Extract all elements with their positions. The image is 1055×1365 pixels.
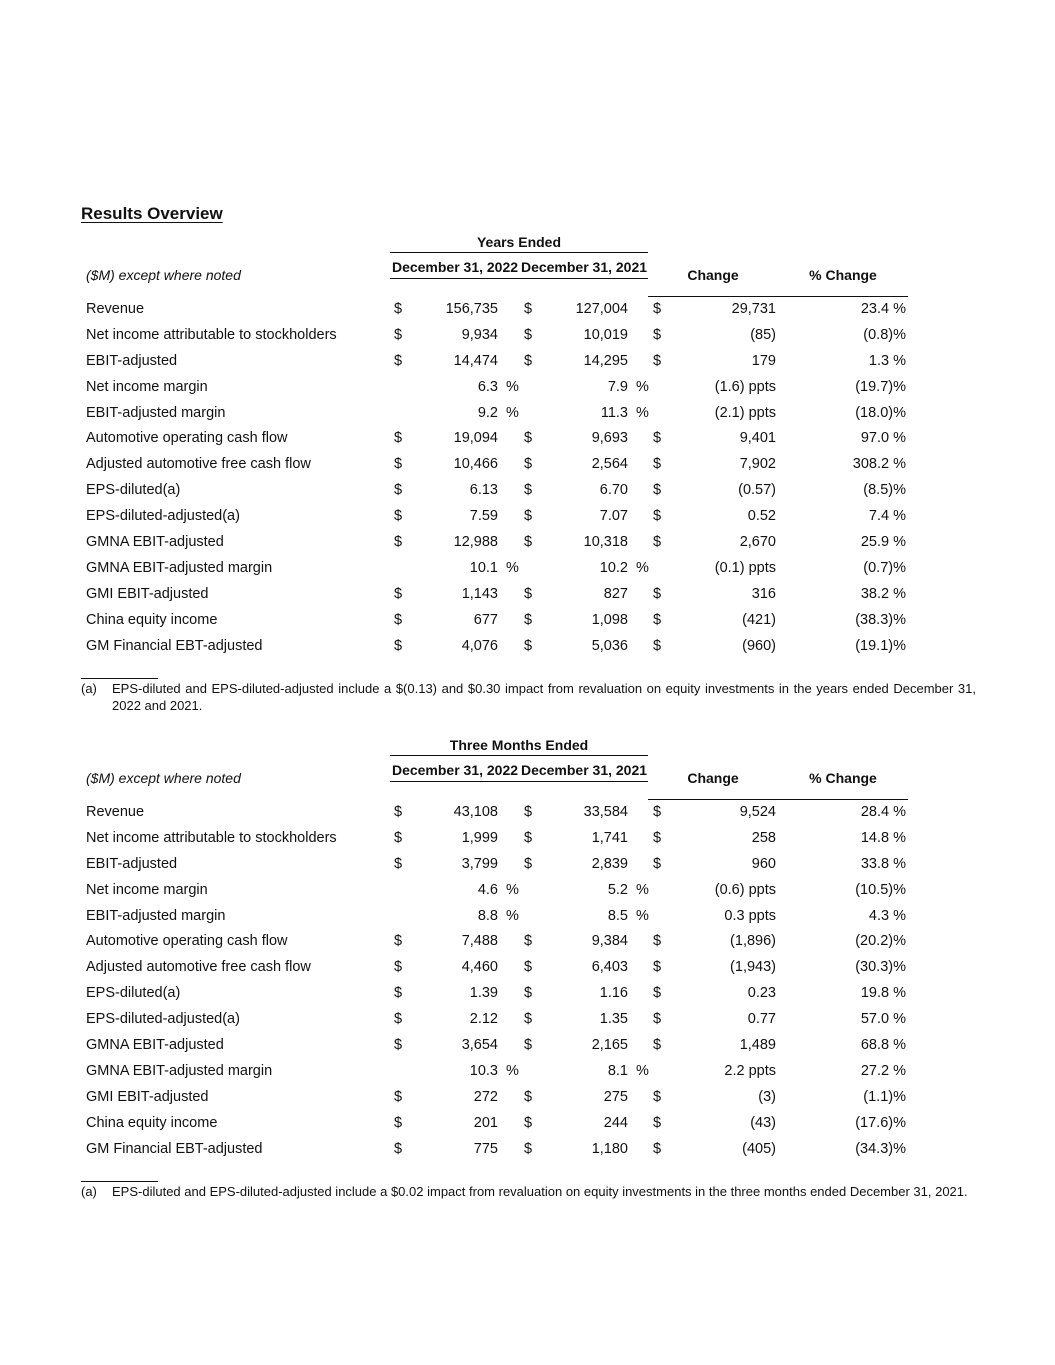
currency-symbol: $ [653,959,662,976]
row-label: China equity income [86,1114,218,1131]
currency-symbol: $ [653,1114,662,1131]
value-2022: 8.8 [477,907,498,924]
table-row [81,479,976,505]
pct-change-value: 57.0 % [860,1011,906,1028]
value-2021: 7.9 [607,378,628,395]
percent-sign: % [636,378,649,395]
row-label: GMNA EBIT-adjusted [86,534,224,551]
value-2022: 775 [473,1140,498,1157]
percent-sign: % [506,378,519,395]
pct-change-value: 308.2 % [852,456,906,473]
footnote [81,680,976,714]
column-header-2021: December 31, 2021 [520,259,648,279]
currency-symbol: $ [394,985,403,1002]
value-2021: 1,741 [591,829,628,846]
table-row [81,298,976,324]
value-2021: 1,180 [591,1140,628,1157]
value-2022: 677 [473,611,498,628]
currency-symbol: $ [653,611,662,628]
change-value: (43) [750,1114,776,1131]
currency-symbol: $ [394,959,403,976]
pct-change-value: 25.9 % [860,534,906,551]
currency-symbol: $ [653,1037,662,1054]
value-2021: 1.16 [599,985,628,1002]
row-label: GMNA EBIT-adjusted [86,1037,224,1054]
value-2021: 9,384 [591,933,628,950]
pct-change-value: (17.6)% [855,1114,906,1131]
column-header-pct-change: % Change [778,762,908,800]
row-label: Revenue [86,804,145,820]
value-2021: 6.70 [599,482,628,499]
change-value: (1,943) [730,959,776,976]
pct-change-value: (8.5)% [863,482,906,499]
group-header: Three Months Ended [390,737,648,756]
table-row [81,905,976,931]
pct-change-value: 23.4 % [860,301,906,317]
value-2021: 1.35 [599,1011,628,1028]
table-row [81,930,976,956]
value-2021: 6,403 [591,959,628,976]
pct-change-value: (18.0)% [855,404,906,421]
currency-symbol: $ [524,855,533,872]
change-value: 0.23 [747,985,776,1002]
row-label: GMI EBIT-adjusted [86,1088,209,1105]
currency-symbol: $ [653,352,662,369]
change-value: (421) [742,611,776,628]
currency-symbol: $ [653,804,662,820]
row-header-label: ($M) except where noted [86,770,241,786]
currency-symbol: $ [524,611,533,628]
currency-symbol: $ [653,985,662,1002]
currency-symbol: $ [653,301,662,317]
currency-symbol: $ [524,1140,533,1157]
column-header-change: Change [648,762,778,800]
group-header: Years Ended [390,234,648,253]
value-2021: 10,019 [583,326,628,343]
currency-symbol: $ [524,933,533,950]
row-label: Net income attributable to stockholders [86,326,337,343]
currency-symbol: $ [524,482,533,499]
pct-change-value: 68.8 % [860,1037,906,1054]
footnote-divider [81,1181,158,1182]
table-row [81,427,976,453]
pct-change-value: (19.7)% [855,378,906,395]
currency-symbol: $ [524,352,533,369]
value-2022: 3,799 [461,855,498,872]
pct-change-value: (30.3)% [855,959,906,976]
change-value: (2.1) ppts [714,404,776,421]
change-value: 0.52 [747,508,776,525]
currency-symbol: $ [524,430,533,447]
pct-change-value: (0.8)% [863,326,906,343]
currency-symbol: $ [394,456,403,473]
currency-symbol: $ [653,456,662,473]
percent-sign: % [506,1062,519,1079]
pct-change-value: 28.4 % [860,804,906,820]
currency-symbol: $ [394,585,403,602]
currency-symbol: $ [524,301,533,317]
value-2022: 4,460 [461,959,498,976]
value-2022: 9.2 [477,404,498,421]
currency-symbol: $ [394,855,403,872]
currency-symbol: $ [653,1140,662,1157]
value-2022: 1,143 [461,585,498,602]
row-label: GM Financial EBT-adjusted [86,1140,263,1157]
change-value: 9,524 [739,804,776,820]
percent-sign: % [636,881,649,898]
column-header-2021: December 31, 2021 [520,762,648,782]
table-row [81,609,976,635]
value-2022: 7,488 [461,933,498,950]
value-2022: 6.3 [477,378,498,395]
change-value: 316 [751,585,776,602]
footnote-text: EPS-diluted and EPS-diluted-adjusted include a $(0.13) and $0.30 impact from revaluation on equity investments in the years ended December 31, 2022 and 2021. [112,681,976,713]
row-label: EPS-diluted-adjusted(a) [86,1011,240,1028]
row-label: EPS-diluted-adjusted(a) [86,508,240,525]
change-value: 9,401 [739,430,776,447]
change-value: 7,902 [739,456,776,473]
currency-symbol: $ [653,637,662,654]
table-row [81,402,976,428]
table-row [81,350,976,376]
value-2022: 10.1 [469,559,498,576]
table-row [81,1138,976,1164]
currency-symbol: $ [394,611,403,628]
footnote-mark: (a) [81,681,97,696]
footnote-divider [81,678,158,679]
value-2021: 827 [603,585,628,602]
pct-change-value: 33.8 % [860,855,906,872]
table-row [81,557,976,583]
currency-symbol: $ [524,534,533,551]
currency-symbol: $ [524,456,533,473]
value-2021: 127,004 [575,301,628,317]
row-label: Adjusted automotive free cash flow [86,959,311,976]
currency-symbol: $ [653,326,662,343]
pct-change-value: 1.3 % [868,352,906,369]
currency-symbol: $ [524,326,533,343]
value-2022: 10,466 [453,456,498,473]
currency-symbol: $ [653,1088,662,1105]
currency-symbol: $ [394,326,403,343]
row-label: GM Financial EBT-adjusted [86,637,263,654]
currency-symbol: $ [394,301,403,317]
table-body [81,298,976,660]
row-label: Net income margin [86,378,208,395]
change-value: (0.1) ppts [714,559,776,576]
change-value: 258 [751,829,776,846]
change-value: 0.77 [747,1011,776,1028]
currency-symbol: $ [394,804,403,820]
table-row [81,376,976,402]
pct-change-value: 14.8 % [860,829,906,846]
value-2021: 11.3 [600,404,628,421]
currency-symbol: $ [524,959,533,976]
footnote-mark: (a) [81,1184,97,1199]
change-value: (960) [742,637,776,654]
value-2021: 2,165 [591,1037,628,1054]
row-label: Net income attributable to stockholders [86,829,337,846]
table-row [81,1086,976,1112]
footnote-text: EPS-diluted and EPS-diluted-adjusted include a $0.02 impact from revaluation on equity investments in the three months ended December 31, 2021. [112,1184,968,1199]
value-2022: 12,988 [453,534,498,551]
table-row [81,827,976,853]
page-title: Results Overview [81,204,223,223]
currency-symbol: $ [653,430,662,447]
percent-sign: % [506,907,519,924]
table-row [81,453,976,479]
column-header-change: Change [648,259,778,297]
value-2021: 244 [603,1114,628,1131]
currency-symbol: $ [524,1011,533,1028]
row-label: Adjusted automotive free cash flow [86,456,311,473]
row-label: Revenue [86,301,145,317]
percent-sign: % [506,881,519,898]
column-header-pct-change: % Change [778,259,908,297]
percent-sign: % [506,404,519,421]
percent-sign: % [506,559,519,576]
currency-symbol: $ [653,1011,662,1028]
row-label: EBIT-adjusted margin [86,907,226,924]
change-value: 0.3 ppts [724,907,776,924]
row-label: GMNA EBIT-adjusted margin [86,1062,273,1079]
pct-change-value: 38.2 % [860,585,906,602]
currency-symbol: $ [653,585,662,602]
currency-symbol: $ [524,508,533,525]
currency-symbol: $ [394,1011,403,1028]
change-value: (405) [742,1140,776,1157]
table-row [81,583,976,609]
change-value: 29,731 [731,301,776,317]
pct-change-value: 97.0 % [860,430,906,447]
value-2021: 2,839 [591,855,628,872]
currency-symbol: $ [524,1114,533,1131]
currency-symbol: $ [394,933,403,950]
pct-change-value: 7.4 % [868,508,906,525]
row-label: Net income margin [86,881,208,898]
table-row [81,1008,976,1034]
row-label: EBIT-adjusted [86,352,178,369]
currency-symbol: $ [394,1088,403,1105]
currency-symbol: $ [394,482,403,499]
change-value: 179 [751,352,776,369]
currency-symbol: $ [394,829,403,846]
pct-change-value: 4.3 % [868,907,906,924]
table-row [81,853,976,879]
pct-change-value: 19.8 % [860,985,906,1002]
row-label: EPS-diluted(a) [86,482,181,499]
currency-symbol: $ [524,985,533,1002]
table-row [81,1060,976,1086]
value-2021: 10,318 [583,534,628,551]
currency-symbol: $ [653,534,662,551]
value-2022: 19,094 [453,430,498,447]
percent-sign: % [636,404,649,421]
value-2022: 156,735 [445,301,498,317]
currency-symbol: $ [653,829,662,846]
pct-change-value: 27.2 % [860,1062,906,1079]
percent-sign: % [636,1062,649,1079]
table-row [81,956,976,982]
change-value: 1,489 [739,1037,776,1054]
row-label: China equity income [86,611,218,628]
currency-symbol: $ [524,585,533,602]
percent-sign: % [636,907,649,924]
value-2021: 9,693 [591,430,628,447]
currency-symbol: $ [653,933,662,950]
column-header-2022: December 31, 2022 [390,762,520,782]
value-2021: 10.2 [599,559,628,576]
table-row [81,1112,976,1138]
footnote [81,1183,976,1200]
row-label: Automotive operating cash flow [86,933,288,950]
change-value: 2.2 ppts [724,1062,776,1079]
change-value: (1.6) ppts [714,378,776,395]
value-2022: 4.6 [477,881,498,898]
currency-symbol: $ [394,508,403,525]
value-2022: 43,108 [453,804,498,820]
table-row [81,982,976,1008]
table-row [81,1034,976,1060]
value-2022: 6.13 [469,482,498,499]
value-2021: 8.1 [607,1062,628,1079]
currency-symbol: $ [394,1114,403,1131]
currency-symbol: $ [394,430,403,447]
value-2021: 7.07 [599,508,628,525]
pct-change-value: (1.1)% [863,1088,906,1105]
column-header-2022: December 31, 2022 [390,259,520,279]
value-2022: 3,654 [461,1037,498,1054]
change-value: (0.57) [738,482,776,499]
table-row [81,635,976,661]
change-value: (1,896) [730,933,776,950]
currency-symbol: $ [394,1140,403,1157]
value-2022: 4,076 [461,637,498,654]
pct-change-value: (0.7)% [863,559,906,576]
pct-change-value: (38.3)% [855,611,906,628]
value-2022: 7.59 [469,508,498,525]
value-2021: 14,295 [583,352,628,369]
value-2022: 272 [473,1088,498,1105]
table-row [81,879,976,905]
table-row [81,531,976,557]
row-label: Automotive operating cash flow [86,430,288,447]
change-value: 960 [751,855,776,872]
pct-change-value: (10.5)% [855,881,906,898]
value-2021: 33,584 [583,804,628,820]
table-row [81,505,976,531]
change-value: (0.6) ppts [714,881,776,898]
currency-symbol: $ [394,1037,403,1054]
row-label: EPS-diluted(a) [86,985,181,1002]
currency-symbol: $ [524,637,533,654]
currency-symbol: $ [394,534,403,551]
value-2021: 8.5 [607,907,628,924]
value-2022: 1.39 [469,985,498,1002]
value-2022: 201 [473,1114,498,1131]
table-row [81,801,976,827]
row-label: GMI EBIT-adjusted [86,585,209,602]
currency-symbol: $ [524,829,533,846]
percent-sign: % [636,559,649,576]
value-2022: 9,934 [461,326,498,343]
row-label: EBIT-adjusted margin [86,404,226,421]
table-row [81,324,976,350]
currency-symbol: $ [394,637,403,654]
row-label: EBIT-adjusted [86,855,178,872]
value-2021: 5.2 [607,881,628,898]
pct-change-value: (19.1)% [855,637,906,654]
pct-change-value: (34.3)% [855,1140,906,1157]
value-2021: 275 [603,1088,628,1105]
value-2022: 14,474 [453,352,498,369]
currency-symbol: $ [653,508,662,525]
change-value: 2,670 [739,534,776,551]
currency-symbol: $ [653,855,662,872]
value-2021: 1,098 [591,611,628,628]
currency-symbol: $ [524,804,533,820]
currency-symbol: $ [524,1037,533,1054]
currency-symbol: $ [653,482,662,499]
value-2022: 1,999 [461,829,498,846]
currency-symbol: $ [524,1088,533,1105]
row-label: GMNA EBIT-adjusted margin [86,559,273,576]
value-2022: 10.3 [469,1062,498,1079]
change-value: (3) [758,1088,776,1105]
change-value: (85) [750,326,776,343]
row-header-label: ($M) except where noted [86,267,241,283]
value-2021: 5,036 [591,637,628,654]
value-2021: 2,564 [591,456,628,473]
pct-change-value: (20.2)% [855,933,906,950]
value-2022: 2.12 [469,1011,498,1028]
currency-symbol: $ [394,352,403,369]
table-body [81,801,976,1163]
